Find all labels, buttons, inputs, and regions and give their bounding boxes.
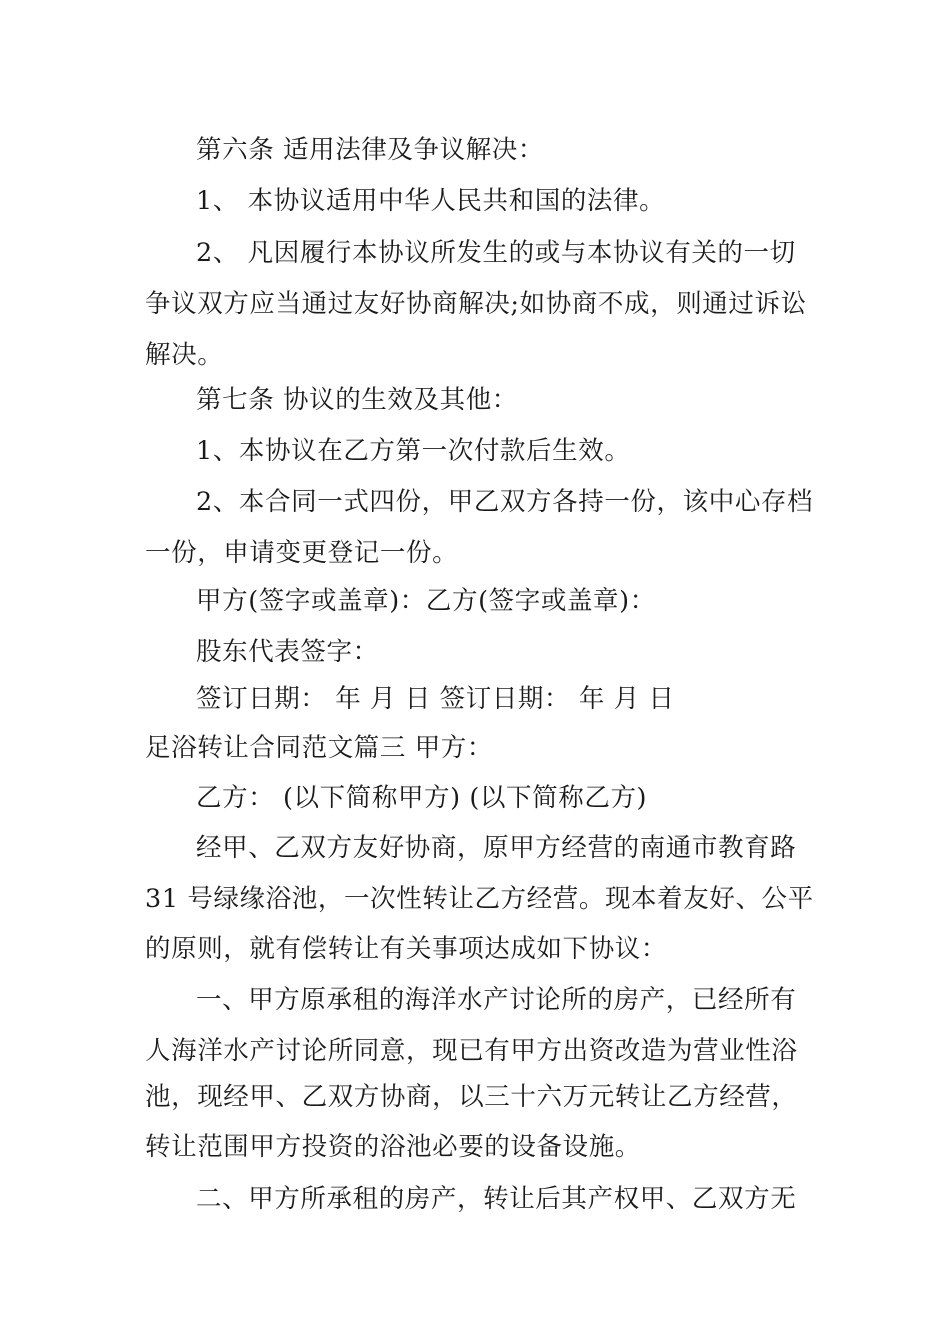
shareholder-signature: 股东代表签字：: [196, 637, 379, 667]
clause-1-line-4: 转让范围甲方投资的浴池必要的设备设施。: [145, 1132, 641, 1162]
clause-1-line-3: 池，现经甲、乙双方协商，以三十六万元转让乙方经营，: [145, 1082, 798, 1112]
clause-2-line-1: 二、甲方所承租的房产，转让后其产权甲、乙双方无: [196, 1184, 797, 1214]
article-7-item-1: 1、本协议在乙方第一次付款后生效。: [196, 436, 631, 466]
article-6-item-1: 1、 本协议适用中华人民共和国的法律。: [196, 186, 666, 216]
article-6-heading: 第六条 适用法律及争议解决：: [196, 135, 545, 165]
article-6-item-2-cont: 争议双方应当通过友好协商解决;如协商不成，则通过诉讼: [145, 289, 807, 319]
article-6-item-2-end: 解决。: [145, 340, 224, 370]
signing-dates: 签订日期： 年 月 日 签订日期： 年 月 日: [196, 684, 675, 714]
intro-paragraph-line-1: 经甲、乙双方友好协商，原甲方经营的南通市教育路: [196, 833, 797, 863]
clause-1-line-2: 人海洋水产讨论所同意，现已有甲方出资改造为营业性浴: [145, 1036, 798, 1066]
article-6-item-2: 2、 凡因履行本协议所发生的或与本协议有关的一切: [196, 238, 796, 268]
intro-paragraph-line-3: 的原则，就有偿转让有关事项达成如下协议：: [145, 934, 668, 964]
signature-parties: 甲方(签字或盖章)：乙方(签字或盖章)：: [196, 586, 656, 616]
clause-1-line-1: 一、甲方原承租的海洋水产讨论所的房产，已经所有: [196, 985, 797, 1015]
section-title-party-a: 足浴转让合同范文篇三 甲方：: [145, 733, 494, 763]
article-7-item-2: 2、本合同一式四份，甲乙双方各持一份，该中心存档: [196, 487, 814, 517]
article-7-heading: 第七条 协议的生效及其他：: [196, 385, 518, 415]
intro-paragraph-line-2: 31 号绿缘浴池，一次性转让乙方经营。现本着友好、公平: [145, 884, 814, 914]
party-b-line: 乙方： (以下简称甲方) (以下简称乙方): [196, 783, 648, 813]
article-7-item-2-cont: 一份，申请变更登记一份。: [145, 538, 459, 568]
